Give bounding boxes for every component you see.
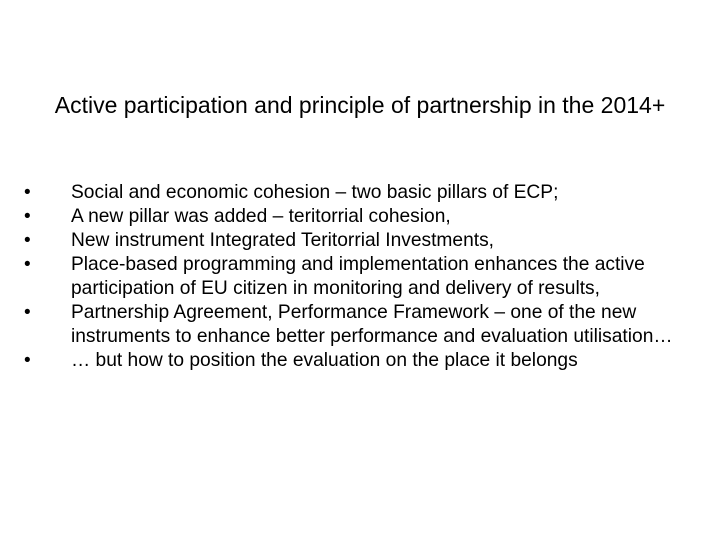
slide-title: Active participation and principle of partnership in the 2014+ [54,92,666,118]
bullet-item [24,181,690,205]
bullet-dot-icon: • [24,230,31,251]
bullet-list [24,181,690,373]
bullet-item [24,205,690,229]
bullet-text: Social and economic cohesion – two basic pillars of ECP; [71,182,559,203]
bullet-dot-icon: • [24,206,31,227]
bullet-text: A new pillar was added – teritorrial cohesion, [71,206,451,227]
bullet-text: New instrument Integrated Teritorrial Investments, [71,230,495,251]
bullet-item [24,253,690,301]
bullet-dot-icon: • [24,182,31,203]
bullet-text: … but how to position the evaluation on the place it belongs [71,350,578,371]
bullet-text: Partnership Agreement, Performance Framework – one of the new instruments to enhance better performance and evaluation utilisation… [71,302,673,347]
bullet-item [24,349,690,373]
bullet-item [24,301,690,349]
bullet-dot-icon: • [24,350,31,371]
bullet-text: Place-based programming and implementation enhances the active participation of EU citizen in monitoring and delivery of results, [71,254,645,299]
bullet-dot-icon: • [24,254,31,275]
bullet-item [24,229,690,253]
bullet-dot-icon: • [24,302,31,323]
